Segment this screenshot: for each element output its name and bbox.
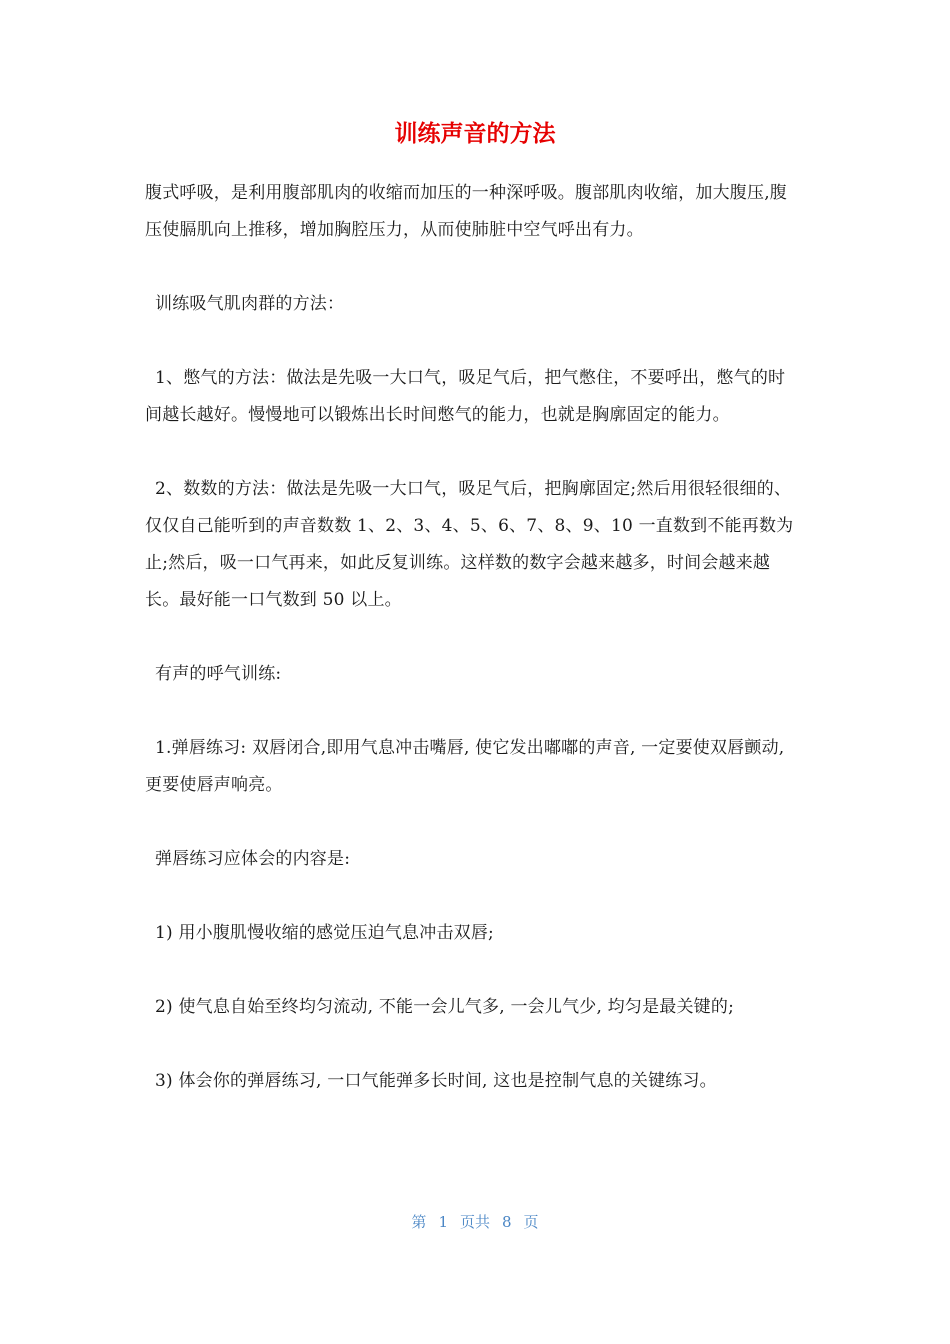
list-item-point-2: 2) 使气息自始至终均匀流动, 不能一会儿气多, 一会儿气少, 均匀是最关键的; [155,997,735,1017]
footer-current-page: 1 [438,1213,448,1231]
paragraph-intro: 腹式呼吸，是利用腹部肌肉的收缩而加压的一种深呼吸。腹部肌肉收缩，加大腹压,腹压使膈肌向上推移，增加胸腔压力，从而使肺脏中空气呼出有力。 [145,183,788,240]
footer-total-pages: 8 [502,1213,512,1231]
paragraph-lip-trill: 1.弹唇练习: 双唇闭合,即用气息冲击嘴唇, 使它发出嘟嘟的声音, 一定要使双唇颤动, 更要使唇声响亮。 [145,738,785,795]
page-footer [0,1210,950,1234]
list-item-point-3: 3) 体会你的弹唇练习, 一口气能弹多长时间, 这也是控制气息的关键练习。 [155,1071,717,1091]
document-title: 训练声音的方法 [394,121,556,147]
footer-label-pre: 第 [411,1213,427,1231]
paragraph-inhale-heading: 训练吸气肌肉群的方法： [155,294,345,314]
list-item-point-1: 1) 用小腹肌慢收缩的感觉压迫气息冲击双唇; [155,923,494,943]
footer-label-post: 页 [523,1213,539,1231]
document-body [145,175,800,1100]
paragraph-counting: 2、数数的方法：做法是先吸一大口气，吸足气后，把胸廓固定;然后用很轻很细的、仅仅自己能听到的声音数数 1、2、3、4、5、6、7、8、9、10 一直数到不能再数为止;然后，吸一口气再来，如此反复训练。这样数的数字会越来越多，时间会越来越长。最好能一口气数到 50 以上。 [145,479,794,610]
paragraph-lip-trill-points: 弹唇练习应体会的内容是: [155,849,351,869]
paragraph-voiced-heading: 有声的呼气训练: [155,664,282,684]
paragraph-hold-breath: 1、憋气的方法：做法是先吸一大口气，吸足气后，把气憋住，不要呼出，憋气的时间越长越好。慢慢地可以锻炼出长时间憋气的能力，也就是胸廓固定的能力。 [145,368,786,425]
footer-label-mid: 页共 [459,1213,490,1231]
